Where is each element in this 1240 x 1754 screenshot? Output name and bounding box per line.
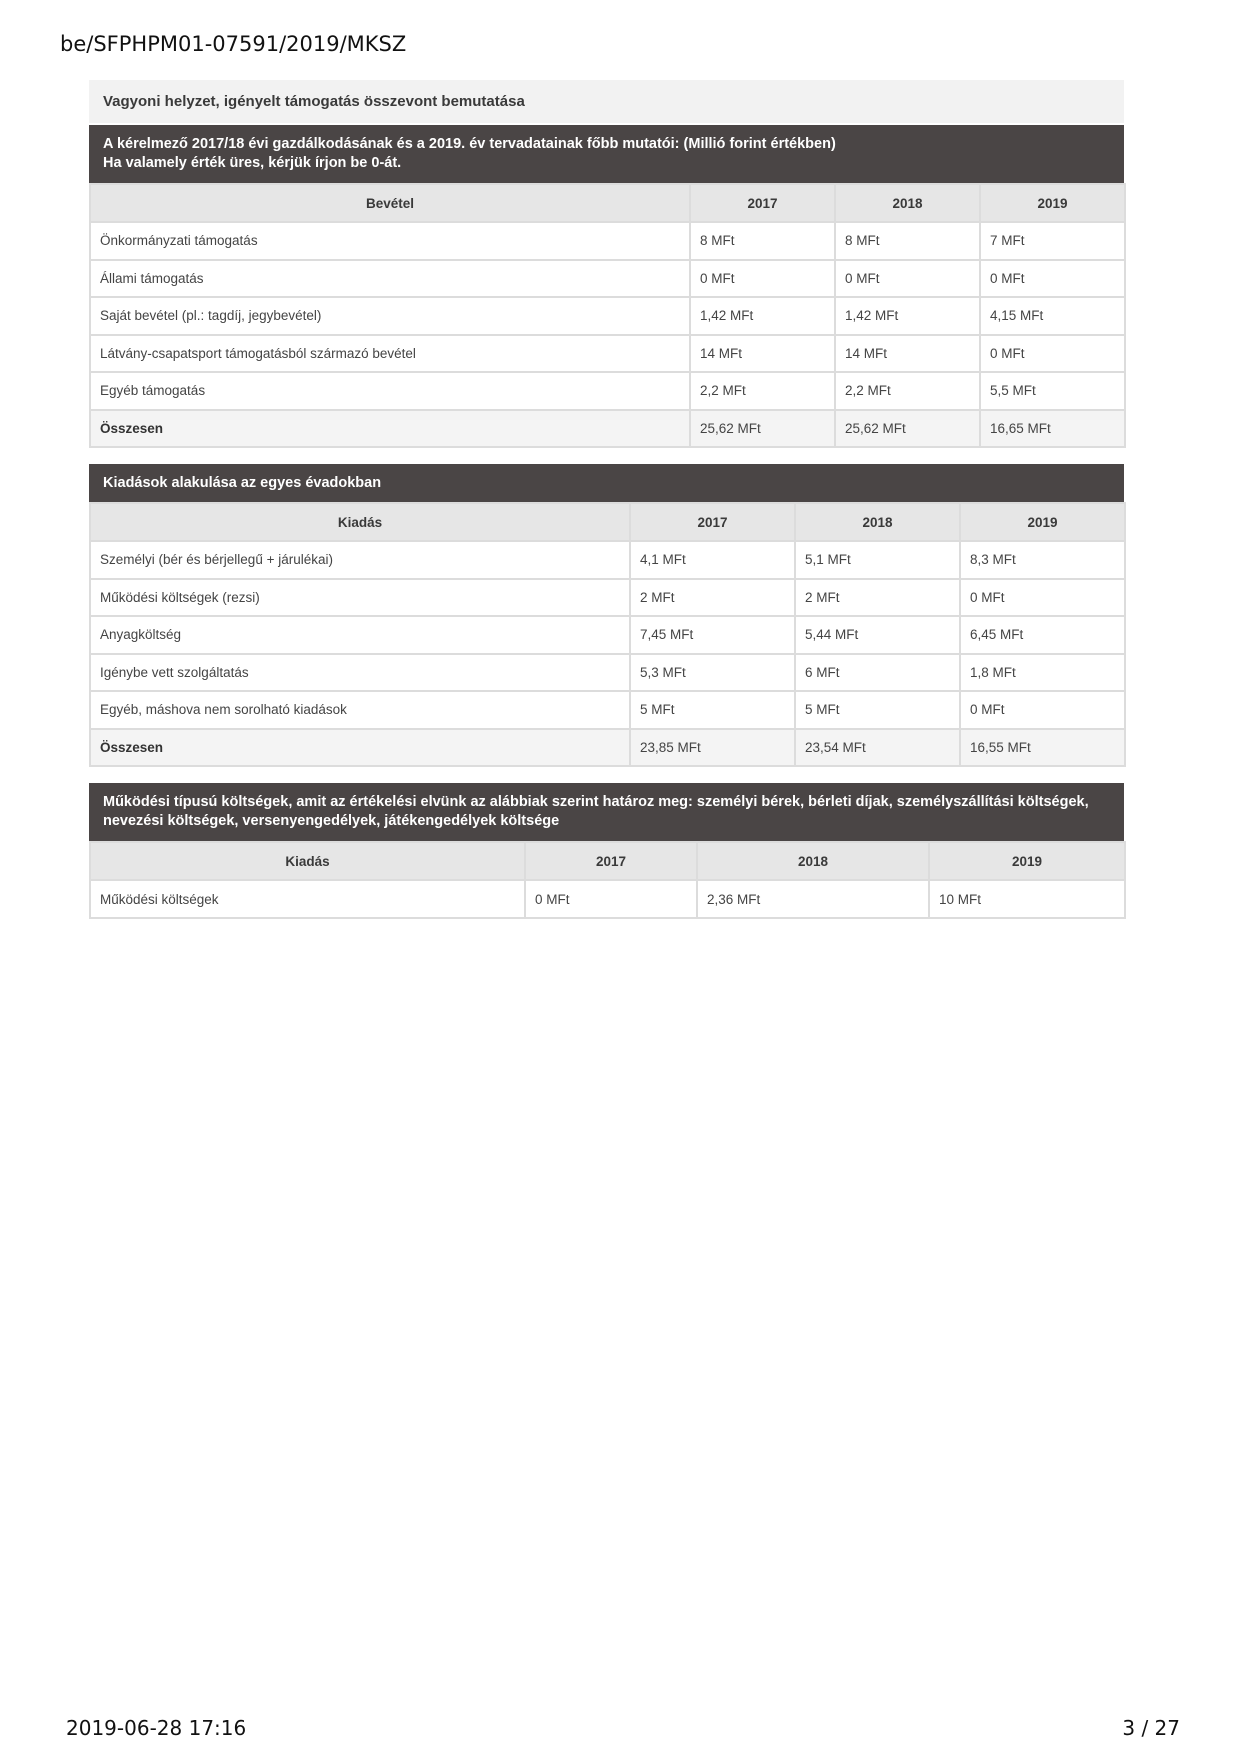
table-row: [90, 691, 1125, 729]
table-row: [90, 222, 1125, 260]
table-row: [90, 541, 1125, 579]
row-label: Anyagköltség: [90, 616, 630, 654]
total-value: 23,85 MFt: [630, 729, 795, 767]
table-row: [90, 335, 1125, 373]
cell-value: 7 MFt: [980, 222, 1125, 260]
cell-value: 1,8 MFt: [960, 654, 1125, 692]
table-header-row: [90, 184, 1125, 222]
table-row: [90, 880, 1125, 918]
cell-value: 0 MFt: [960, 691, 1125, 729]
column-header: 2017: [525, 842, 697, 880]
cell-value: 0 MFt: [960, 579, 1125, 617]
row-label: Egyéb támogatás: [90, 372, 690, 410]
cell-value: 6 MFt: [795, 654, 960, 692]
row-label: Saját bevétel (pl.: tagdíj, jegybevétel): [90, 297, 690, 335]
total-value: 25,62 MFt: [835, 410, 980, 448]
column-header: Kiadás: [90, 842, 525, 880]
column-header: 2017: [690, 184, 835, 222]
total-value: 16,55 MFt: [960, 729, 1125, 767]
cell-value: 5 MFt: [795, 691, 960, 729]
row-label: Állami támogatás: [90, 260, 690, 298]
cell-value: 6,45 MFt: [960, 616, 1125, 654]
row-label: Működési költségek: [90, 880, 525, 918]
cell-value: 0 MFt: [980, 335, 1125, 373]
footer-datetime: 2019-06-28 17:16: [66, 1716, 247, 1740]
cell-value: 14 MFt: [690, 335, 835, 373]
operating-block: [89, 783, 1124, 919]
column-header: 2019: [960, 503, 1125, 541]
table-row: [90, 297, 1125, 335]
cell-value: 8 MFt: [835, 222, 980, 260]
expenses-block: [89, 464, 1124, 767]
column-header: 2019: [980, 184, 1125, 222]
footer-page-number: 3 / 27: [1122, 1716, 1180, 1740]
cell-value: 0 MFt: [835, 260, 980, 298]
column-header: 2018: [697, 842, 929, 880]
operating-title-cont: nevezési költségek, versenyengedélyek, játékengedélyek költsége: [103, 813, 560, 829]
table-header-row: [90, 503, 1125, 541]
expenses-title: Kiadások alakulása az egyes évadokban: [103, 474, 382, 491]
cell-value: 5 MFt: [630, 691, 795, 729]
operating-header: [89, 783, 1124, 841]
cell-value: 5,1 MFt: [795, 541, 960, 579]
column-header: Bevétel: [90, 184, 690, 222]
cell-value: 5,3 MFt: [630, 654, 795, 692]
table-row: [90, 654, 1125, 692]
table-row: [90, 579, 1125, 617]
cell-value: 8,3 MFt: [960, 541, 1125, 579]
cell-value: 7,45 MFt: [630, 616, 795, 654]
total-label: Összesen: [90, 729, 630, 767]
total-value: 16,65 MFt: [980, 410, 1125, 448]
cell-value: 2,36 MFt: [697, 880, 929, 918]
cell-value: 5,44 MFt: [795, 616, 960, 654]
cell-value: 4,1 MFt: [630, 541, 795, 579]
row-label: Igénybe vett szolgáltatás: [90, 654, 630, 692]
cell-value: 14 MFt: [835, 335, 980, 373]
cell-value: 0 MFt: [525, 880, 697, 918]
cell-value: 2 MFt: [795, 579, 960, 617]
table-row: [90, 260, 1125, 298]
expenses-table: [89, 502, 1126, 767]
cell-value: 0 MFt: [690, 260, 835, 298]
row-label: Személyi (bér és bérjellegű + járulékai): [90, 541, 630, 579]
cell-value: 5,5 MFt: [980, 372, 1125, 410]
expenses-header: [89, 464, 1124, 502]
revenue-header: [89, 125, 1124, 183]
column-header: 2018: [795, 503, 960, 541]
cell-value: 4,15 MFt: [980, 297, 1125, 335]
revenue-title: A kérelmező 2017/18 évi gazdálkodásának és a 2019. év tervadatainak főbb mutatói: (Millió forint értékben): [103, 136, 836, 152]
row-label: Önkormányzati támogatás: [90, 222, 690, 260]
cell-value: 0 MFt: [980, 260, 1125, 298]
revenue-table: [89, 183, 1126, 448]
cell-value: 2 MFt: [630, 579, 795, 617]
column-header: 2017: [630, 503, 795, 541]
total-row: [90, 410, 1125, 448]
table-row: [90, 372, 1125, 410]
cell-value: 1,42 MFt: [690, 297, 835, 335]
total-value: 23,54 MFt: [795, 729, 960, 767]
operating-table: [89, 841, 1126, 919]
row-label: Egyéb, máshova nem sorolható kiadások: [90, 691, 630, 729]
cell-value: 1,42 MFt: [835, 297, 980, 335]
cell-value: 2,2 MFt: [690, 372, 835, 410]
row-label: Látvány-csapatsport támogatásból származó bevétel: [90, 335, 690, 373]
revenue-note: Ha valamely érték üres, kérjük írjon be 0-át.: [103, 155, 402, 171]
cell-value: 10 MFt: [929, 880, 1125, 918]
cell-value: 2,2 MFt: [835, 372, 980, 410]
table-row: [90, 616, 1125, 654]
total-value: 25,62 MFt: [690, 410, 835, 448]
column-header: 2018: [835, 184, 980, 222]
table-header-row: [90, 842, 1125, 880]
cell-value: 8 MFt: [690, 222, 835, 260]
total-label: Összesen: [90, 410, 690, 448]
column-header: Kiadás: [90, 503, 630, 541]
row-label: Működési költségek (rezsi): [90, 579, 630, 617]
document-id: be/SFPHPM01-07591/2019/MKSZ: [60, 32, 407, 56]
total-row: [90, 729, 1125, 767]
column-header: 2019: [929, 842, 1125, 880]
section-title: Vagyoni helyzet, igényelt támogatás összevont bemutatása: [89, 80, 1124, 123]
operating-title: Működési típusú költségek, amit az értékelési elvünk az alábbiak szerint határoz meg: személyi bérek, bérleti díjak, személyszállítási költségek,: [103, 794, 1089, 810]
revenue-block: [89, 125, 1124, 448]
